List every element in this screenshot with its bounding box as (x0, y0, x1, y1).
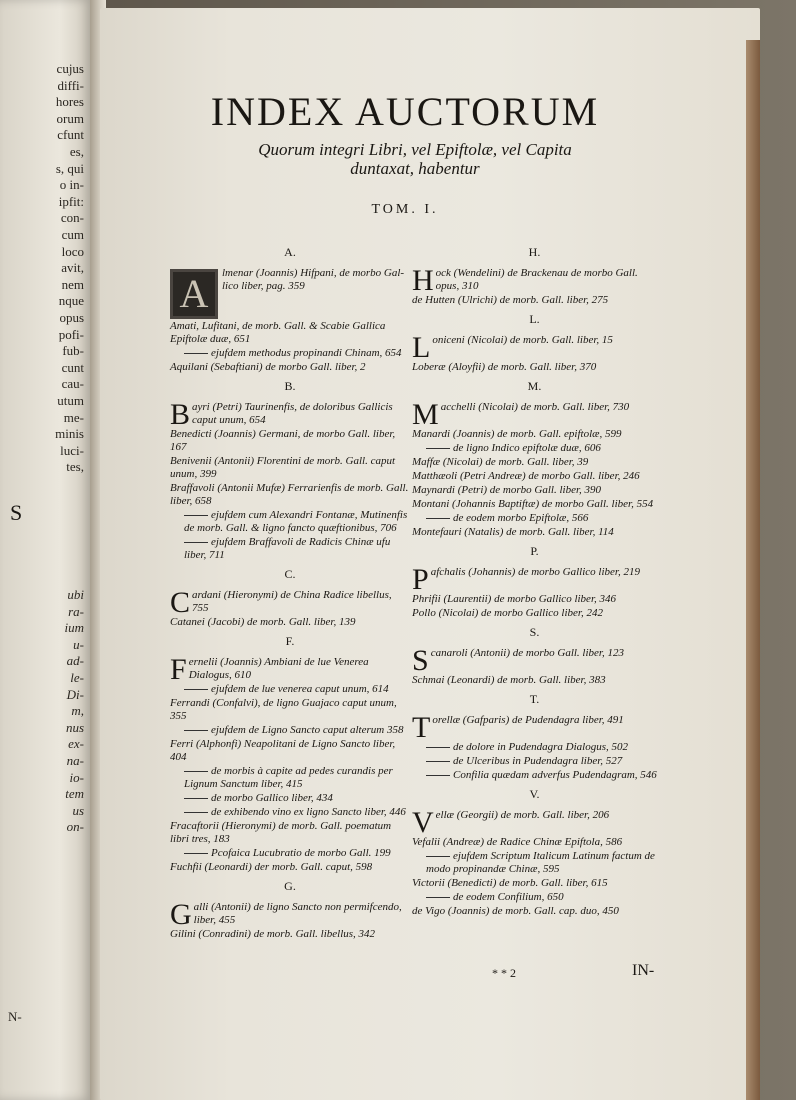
ditto-dash (426, 518, 450, 519)
entry-text: Gilini (Conradini) de morb. Gall. libellus, 342 (170, 928, 376, 940)
left-page-line: o in- (59, 177, 84, 193)
index-entry (412, 442, 657, 455)
ditto-dash (426, 761, 450, 762)
left-page-catchword: N- (8, 1009, 22, 1024)
section-letter: B. (284, 379, 296, 393)
left-page-line: us (72, 802, 84, 818)
entry-text: ejufdem de lue venerea caput unum, 614 (211, 683, 389, 695)
entry-text: ejufdem methodus propinandi Chinam, 654 (211, 347, 402, 359)
index-entry (412, 526, 657, 539)
index-entry (170, 724, 410, 737)
left-page-line: con- (60, 210, 84, 226)
index-entry (412, 470, 657, 483)
entry-text: Montefauri (Natalis) de morb. Gall. liber, 114 (412, 526, 614, 538)
entry-text: oniceni (Nicolai) de morb. Gall. liber, 15 (432, 334, 613, 346)
initial-letter: F (170, 653, 187, 686)
index-entry (412, 711, 657, 744)
left-page-line: ra- (68, 603, 84, 619)
index-entry (412, 905, 657, 918)
left-page-line: ubi (67, 587, 84, 602)
index-entry (170, 320, 410, 346)
index-entry (170, 536, 410, 562)
entry-text: Montani (Johannis Baptiftæ) de morbo Gall. liber, 554 (412, 498, 654, 510)
index-entry (170, 898, 410, 931)
signature-mark: * * 2 (492, 966, 516, 980)
entry-text: Victorii (Benedicti) de morb. Gall. liber, 615 (412, 877, 608, 889)
index-entry (412, 398, 657, 431)
left-page (0, 0, 92, 1100)
left-page-line: tem (65, 786, 84, 802)
left-page-line: cfunt (57, 127, 84, 143)
initial-letter: P (412, 563, 429, 596)
page-title: INDEX AUCTORUM (210, 89, 600, 134)
left-page-line: avit, (61, 260, 84, 276)
left-page-line: utum (57, 393, 84, 408)
left-page-line: minis (55, 426, 84, 442)
index-entry (170, 738, 410, 764)
index-entry (412, 806, 657, 839)
index-entry (170, 455, 410, 481)
entry-text: Manardi (Joannis) de morb. Gall. epiftolæ, 599 (412, 428, 622, 440)
section-letter: P. (530, 544, 539, 558)
left-page-line: cau- (61, 376, 84, 392)
left-page-line: le- (70, 670, 84, 685)
initial-letter: B (170, 398, 191, 431)
left-page-line: loco (61, 243, 84, 259)
index-entry (412, 644, 657, 677)
left-page-line: orum (56, 110, 84, 126)
entry-text: Benivenii (Antonii) Florentini de morb. Gall. caput unum, 399 (170, 455, 396, 480)
section-letter: V. (529, 787, 540, 801)
left-page-line: pofi- (58, 326, 84, 342)
volume-heading: TOM. I. (371, 202, 439, 217)
entry-text: de Vigo (Joannis) de morb. Gall. cap. duo, 450 (412, 905, 619, 917)
ditto-dash (426, 747, 450, 748)
index-entry (412, 769, 657, 782)
left-page-line: m, (71, 703, 84, 719)
left-page-line: na- (66, 753, 84, 768)
left-page-line: Di- (66, 686, 84, 702)
section-letter: M. (527, 379, 542, 393)
entry-text: Fracaftorii (Hieronymi) de morb. Gall. poematum libri tres, 183 (170, 820, 392, 845)
left-page-line: s, qui (55, 160, 84, 176)
left-page-line: luci- (60, 442, 84, 458)
index-entry (170, 765, 410, 791)
entry-text: de morbo Gallico liber, 434 (211, 792, 333, 804)
index-entry (170, 653, 410, 686)
index-entry (412, 428, 657, 441)
index-entry (412, 512, 657, 525)
index-entry (170, 586, 410, 619)
index-entry (170, 697, 410, 723)
left-page-line: ipfit: (58, 193, 84, 209)
entry-text: de exhibendo vino ex ligno Sancto liber, 446 (211, 806, 406, 818)
entry-text: ardani (Hieronymi) de China Radice libellus, 755 (192, 589, 392, 614)
left-page-line: es, (69, 144, 84, 159)
left-page-line: u- (73, 636, 84, 652)
initial-letter: C (170, 586, 191, 619)
index-entry (412, 674, 657, 687)
ditto-dash (184, 515, 208, 516)
catchword: IN- (632, 962, 655, 979)
index-entry (170, 806, 410, 819)
entry-text: afchalis (Johannis) de morbo Gallico liber, 219 (430, 566, 640, 578)
entry-text: orellæ (Gafparis) de Pudendagra liber, 491 (432, 714, 624, 726)
entry-text: Vefalii (Andreæ) de Radice Chinæ Epiftola, 586 (412, 836, 623, 848)
index-entry (412, 484, 657, 497)
left-page-line: nus (65, 719, 84, 735)
ditto-dash (184, 798, 208, 799)
entry-text: Amati, Lufitani, de morb. Gall. & Scabie Gallica Epiftolæ duæ, 651 (170, 320, 386, 345)
ditto-dash (184, 353, 208, 354)
index-entry (412, 850, 657, 876)
page-edge (746, 40, 760, 1100)
index-entry (412, 331, 657, 364)
index-entry (170, 398, 410, 431)
index-column-right (412, 240, 657, 919)
entry-text: Ferri (Alphonfi) Neapolitani de Ligno Sancto liber, 404 (170, 738, 396, 763)
entry-text: Loberæ (Aloyfii) de morb. Gall. liber, 370 (412, 361, 597, 373)
entry-text: Catanei (Jacobi) de morb. Gall. liber, 139 (170, 616, 356, 628)
left-page-line: ium (64, 620, 84, 636)
index-entry (412, 294, 657, 307)
subtitle-line-1: Quorum integri Libri, vel Epiftolæ, vel Capita (258, 140, 572, 159)
entry-text: Schmai (Leonardi) de morb. Gall. liber, 383 (412, 674, 606, 686)
ditto-dash (184, 812, 208, 813)
index-entry (412, 877, 657, 890)
entry-text: Benedicti (Joannis) Germani, de morbo Gall. liber, 167 (170, 428, 396, 453)
entry-text: ejufdem Scriptum Italicum Latinum factum de modo propinandæ Chinæ, 595 (426, 850, 655, 875)
entry-text: Pollo (Nicolai) de morbo Gallico liber, 242 (412, 607, 603, 619)
section-letter: L. (529, 312, 540, 326)
entry-text: ernelii (Joannis) Ambiani de lue Venerea Dialogus, 610 (188, 656, 369, 681)
ditto-dash (184, 730, 208, 731)
index-entry (170, 361, 410, 374)
entry-text: Phrifii (Laurentii) de morbo Gallico liber, 346 (412, 593, 616, 605)
entry-text: de Hutten (Ulrichi) de morb. Gall. liber, 275 (412, 294, 609, 306)
index-entry (412, 498, 657, 511)
left-page-line: hores (55, 94, 84, 110)
ditto-dash (184, 689, 208, 690)
ditto-dash (184, 771, 208, 772)
index-entry (170, 482, 410, 508)
ornamental-initial: A (170, 269, 218, 319)
left-page-line: nque (58, 293, 84, 309)
index-entry (412, 361, 657, 374)
page-subtitle (200, 140, 630, 178)
left-page-line: io- (69, 769, 84, 785)
ditto-dash (426, 448, 450, 449)
index-entry (170, 428, 410, 454)
entry-text: de eodem Confilium, 650 (453, 891, 564, 903)
entry-text: Confilia quædam adverfus Pudendagram, 546 (453, 769, 657, 781)
subtitle-line-2: duntaxat, habentur (350, 159, 480, 178)
entry-text: Braffavoli (Antonii Mufæ) Ferrarienfis de morb. Gall. liber, 658 (170, 482, 409, 507)
entry-text: de eodem morbo Epiftolæ, 566 (453, 512, 589, 524)
section-letter: T. (529, 692, 540, 706)
entry-text: Maynardi (Petri) de morbo Gall. liber, 390 (412, 484, 602, 496)
entry-text: ock (Wendelini) de Brackenau de morbo Gall. opus, 310 (435, 267, 638, 292)
index-entry (170, 792, 410, 805)
entry-text: alli (Antonii) de ligno Sancto non permifcendo, liber, 455 (193, 901, 402, 926)
index-entry (170, 347, 410, 360)
initial-letter: T (412, 711, 431, 744)
index-entry (412, 593, 657, 606)
entry-text: Matthæoli (Petri Andreæ) de morbo Gall. liber, 246 (412, 470, 640, 482)
ditto-dash (426, 775, 450, 776)
initial-letter: L (412, 331, 431, 364)
index-entry (170, 861, 410, 874)
index-entry (412, 456, 657, 469)
index-entry (412, 563, 657, 596)
ditto-dash (184, 542, 208, 543)
section-letter: G. (284, 879, 296, 893)
initial-letter: H (412, 264, 434, 297)
index-entry (170, 616, 410, 629)
index-entry (170, 820, 410, 846)
entry-text: Fuchfii (Leonardi) der morb. Gall. caput, 598 (170, 861, 373, 873)
entry-text: ejufdem cum Alexandri Fontanæ, Mutinenfis de morb. Gall. & ligno fancto quæftionibus, 706 (184, 509, 408, 534)
ditto-dash (184, 853, 208, 854)
left-page-line: cum (61, 227, 84, 242)
section-letter: F. (285, 634, 295, 648)
entry-text: canaroli (Antonii) de morbo Gall. liber, 123 (430, 647, 624, 659)
section-letter: S. (529, 625, 540, 639)
entry-text: lmenar (Joannis) Hifpani, de morbo Gal- lico liber, pag. 359 (222, 267, 405, 292)
initial-letter: S (412, 644, 429, 677)
initial-letter: G (170, 898, 192, 931)
left-page-line: cujus (56, 61, 84, 76)
index-column-left (170, 240, 410, 942)
left-page-line: fub- (62, 343, 84, 359)
index-entry (170, 267, 410, 319)
index-entry (412, 836, 657, 849)
section-letter: H. (528, 245, 541, 259)
entry-text: de morbis à capite ad pedes curandis per Lignum Sanctum liber, 415 (184, 765, 393, 790)
entry-text: ejufdem de Ligno Sancto caput alterum 358 (211, 724, 404, 736)
ditto-dash (426, 897, 450, 898)
initial-letter: V (412, 806, 434, 839)
entry-text: acchelli (Nicolai) de morb. Gall. liber, 730 (440, 401, 630, 413)
entry-text: Maffæ (Nicolai) de morb. Gall. liber, 39 (412, 456, 589, 468)
initial-letter: M (412, 398, 439, 431)
entry-text: de dolore in Pudendagra Dialogus, 502 (453, 741, 628, 753)
entry-text: Pcofaica Lucubratio de morbo Gall. 199 (211, 847, 391, 859)
section-letter: A. (284, 245, 296, 259)
entry-text: ellæ (Georgii) de morb. Gall. liber, 206 (435, 809, 610, 821)
entry-text: ayri (Petri) Taurinenfis, de doloribus Gallicis caput unum, 654 (192, 401, 393, 426)
index-entry (412, 891, 657, 904)
index-entry (170, 928, 410, 941)
left-page-line: cunt (61, 359, 84, 375)
section-letter: C. (284, 567, 296, 581)
left-page-line: nem (61, 276, 84, 292)
left-page-line: on- (66, 819, 84, 835)
entry-text: de ligno Indico epiftolæ duæ, 606 (453, 442, 601, 454)
index-entry (412, 741, 657, 754)
entry-text: Ferrandi (Confalvi), de ligno Guajaco caput unum, 355 (170, 697, 397, 722)
left-page-line: tes, (66, 459, 84, 475)
index-entry (412, 607, 657, 620)
left-page-line: me- (63, 409, 84, 425)
left-page-line: ex- (68, 736, 84, 752)
entry-text: Aquilani (Sebaftiani) de morbo Gall. liber, 2 (170, 361, 366, 373)
index-entry (170, 847, 410, 860)
left-page-capital: S (10, 500, 23, 525)
index-entry (170, 509, 410, 535)
entry-text: de Ulceribus in Pudendagra liber, 527 (453, 755, 623, 767)
index-entry (170, 683, 410, 696)
left-page-line: ad- (66, 653, 84, 669)
index-entry (412, 755, 657, 768)
left-page-line: diffi- (57, 77, 84, 93)
entry-text: ejufdem Braffavoli de Radicis Chinæ ufu liber, 711 (184, 536, 391, 561)
index-entry (412, 264, 657, 297)
left-page-line: opus (59, 310, 84, 325)
ditto-dash (426, 856, 450, 857)
